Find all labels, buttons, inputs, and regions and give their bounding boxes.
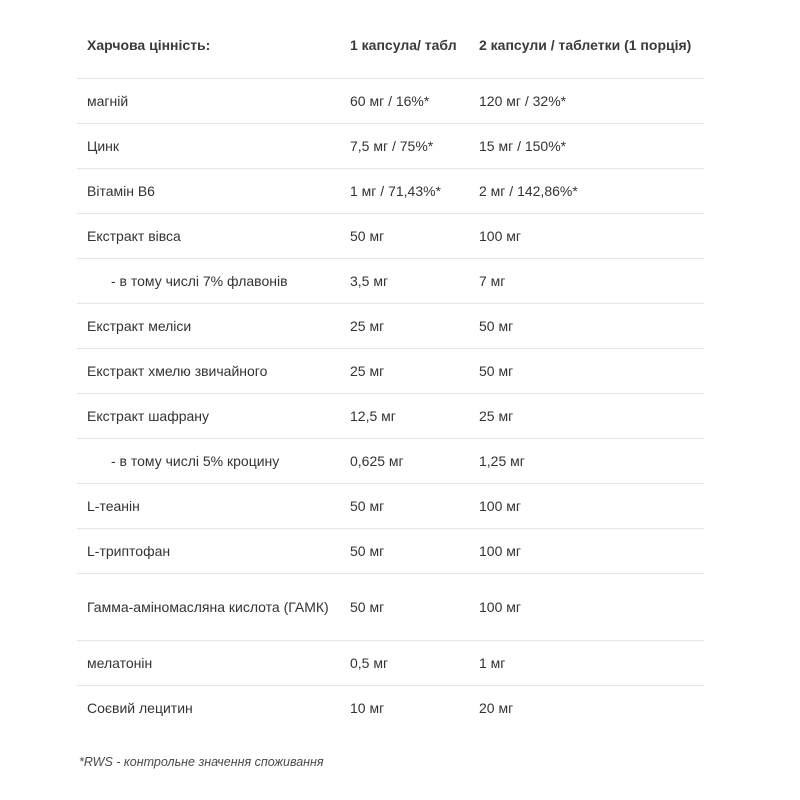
amount-one-capsule: 50 мг <box>340 574 469 641</box>
table-row <box>77 349 704 394</box>
table-header-row <box>77 12 704 79</box>
amount-one-capsule: 60 мг / 16%* <box>340 79 469 124</box>
table-row <box>77 484 704 529</box>
amount-two-capsules: 50 мг <box>469 349 704 394</box>
table-row <box>77 529 704 574</box>
amount-one-capsule: 0,625 мг <box>340 439 469 484</box>
nutrient-name: Екстракт вівса <box>77 214 340 259</box>
amount-one-capsule: 25 мг <box>340 304 469 349</box>
nutrient-name: Гамма-аміномасляна кислота (ГАМК) <box>77 574 340 641</box>
table-row <box>77 169 704 214</box>
nutrient-name: Соєвий лецитин <box>87 700 193 716</box>
amount-one-capsule: 10 мг <box>350 700 385 716</box>
amount-one-capsule: 50 мг <box>340 484 469 529</box>
nutrient-name: мелатонін <box>77 641 340 686</box>
amount-two-capsules: 7 мг <box>469 259 704 304</box>
amount-two-capsules: 120 мг / 32%* <box>469 79 704 124</box>
table-row <box>77 686 704 731</box>
amount-two-capsules: 100 мг <box>469 529 704 574</box>
amount-one-capsule: 25 мг <box>340 349 469 394</box>
nutrient-name: магній <box>77 79 340 124</box>
amount-one-capsule: 12,5 мг <box>340 394 469 439</box>
table-row <box>77 124 704 169</box>
nutrient-subitem-name: - в тому числі 5% кроцину <box>77 439 340 484</box>
table-row <box>77 394 704 439</box>
amount-two-capsules: 50 мг <box>469 304 704 349</box>
nutrient-name: L-триптофан <box>77 529 340 574</box>
table-row <box>77 574 704 641</box>
amount-two-capsules: 25 мг <box>469 394 704 439</box>
table-row <box>77 214 704 259</box>
amount-two-capsules: 1,25 мг <box>469 439 704 484</box>
amount-two-capsules: 100 мг <box>469 574 704 641</box>
amount-two-capsules: 100 мг <box>469 484 704 529</box>
table-row <box>77 79 704 124</box>
table-row <box>77 304 704 349</box>
amount-two-capsules: 15 мг / 150%* <box>469 124 704 169</box>
amount-two-capsules: 100 мг <box>469 214 704 259</box>
amount-one-capsule: 3,5 мг <box>340 259 469 304</box>
rws-footnote: *RWS - контрольне значення споживання <box>79 755 324 769</box>
header-two-capsules: 2 капсули / таблетки (1 порція) <box>469 12 704 79</box>
nutrient-name: Екстракт меліси <box>77 304 340 349</box>
header-one-capsule: 1 капсула/ табл <box>340 12 469 79</box>
nutrient-name: Цинк <box>77 124 340 169</box>
nutrition-table <box>77 12 704 730</box>
nutrient-name: Екстракт шафрану <box>77 394 340 439</box>
amount-two-capsules: 20 мг <box>479 700 514 716</box>
amount-one-capsule: 7,5 мг / 75%* <box>340 124 469 169</box>
nutrient-name: Вітамін В6 <box>77 169 340 214</box>
amount-two-capsules: 1 мг <box>469 641 704 686</box>
nutrient-name: Екстракт хмелю звичайного <box>77 349 340 394</box>
amount-one-capsule: 50 мг <box>340 214 469 259</box>
amount-one-capsule: 0,5 мг <box>340 641 469 686</box>
table-row <box>77 259 704 304</box>
amount-one-capsule: 1 мг / 71,43%* <box>340 169 469 214</box>
header-nutritional-value: Харчова цінність: <box>77 12 340 79</box>
table-row <box>77 641 704 686</box>
table-row <box>77 439 704 484</box>
nutrient-subitem-name: - в тому числі 7% флавонів <box>77 259 340 304</box>
nutrient-name: L-теанін <box>77 484 340 529</box>
amount-one-capsule: 50 мг <box>340 529 469 574</box>
amount-two-capsules: 2 мг / 142,86%* <box>469 169 704 214</box>
